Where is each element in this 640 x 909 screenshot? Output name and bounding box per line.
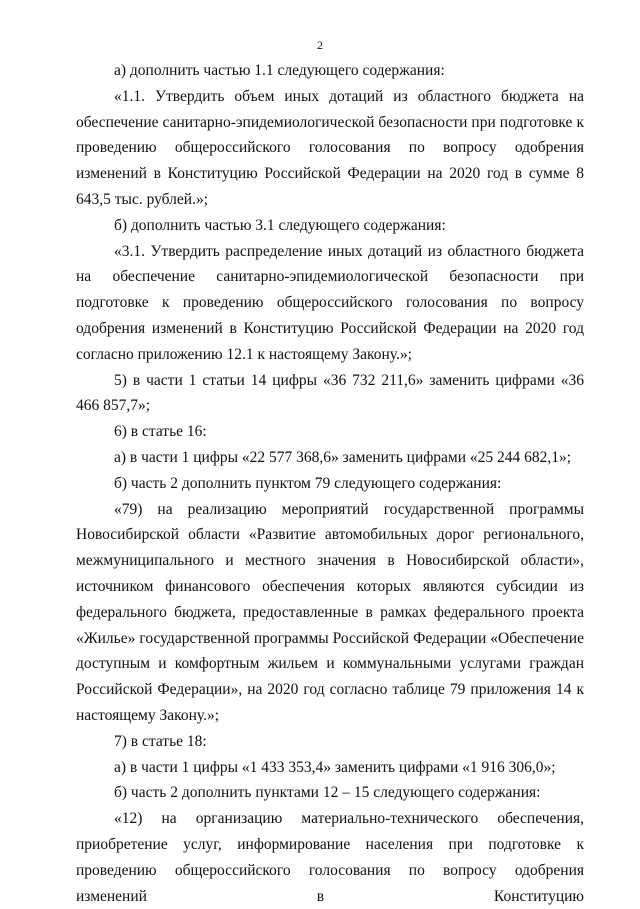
- paragraph: а) в части 1 цифры «1 433 353,4» заменить цифрами «1 916 306,0»;: [114, 758, 556, 776]
- paragraph: б) часть 2 дополнить пунктом 79 следующего содержания:: [114, 474, 502, 492]
- paragraph: 6) в статье 16:: [114, 423, 207, 441]
- paragraph: а) дополнить частью 1.1 следующего содержания:: [114, 62, 445, 79]
- paragraph: б) часть 2 дополнить пунктами 12 – 15 следующего содержания:: [114, 784, 541, 802]
- paragraph: «3.1. Утвердить распределение иных дотаций из областного бюджета на обеспечение санитарно-эпидемиологической безопасности при подготовке к проведению общероссийского голосования по вопросу одобрения изменений в Конституцию Российской Федерации на 2020 год согласно приложению 12.1 к настоящему Закону.»;: [76, 242, 584, 363]
- paragraph: 5) в части 1 статьи 14 цифры «36 732 211,6» заменить цифрами «36 466 857,7»;: [76, 371, 584, 415]
- paragraph: б) дополнить частью 3.1 следующего содержания:: [114, 216, 446, 234]
- paragraph: «79) на реализацию мероприятий государственной программы Новосибирской области «Развитие автомобильных дорог регионального, межмуниципального и местного значения в Новосибирской области», источником финансового обеспечения которых являются субсидии из федерального бюджета, предоставленные в рамках федерального проекта «Жилье» государственной программы Российской Федерации «Обеспечение доступным и комфортным жильем и коммунальными услугами граждан Российской Федерации», на 2020 год согласно таблице 79 приложения 14 к настоящему Закону.»;: [76, 500, 584, 724]
- paragraph: 7) в статье 18:: [114, 732, 207, 750]
- paragraph: а) в части 1 цифры «22 577 368,6» заменить цифрами «25 244 682,1»;: [114, 448, 572, 466]
- page-number: 2: [317, 38, 323, 52]
- document-body: [76, 58, 584, 909]
- paragraph: «1.1. Утвердить объем иных дотаций из областного бюджета на обеспечение санитарно-эпидемиологической безопасности при подготовке к проведению общероссийского голосования по вопросу одобрения изменений в Конституцию Российской Федерации на 2020 год в сумме 8 643,5 тыс. рублей.»;: [76, 87, 584, 208]
- paragraph: «12) на организацию материально-технического обеспечения, приобретение услуг, информирование населения при подготовке к проведению общероссийского голосования по вопросу одобрения изменений в Конституцию: [76, 810, 584, 905]
